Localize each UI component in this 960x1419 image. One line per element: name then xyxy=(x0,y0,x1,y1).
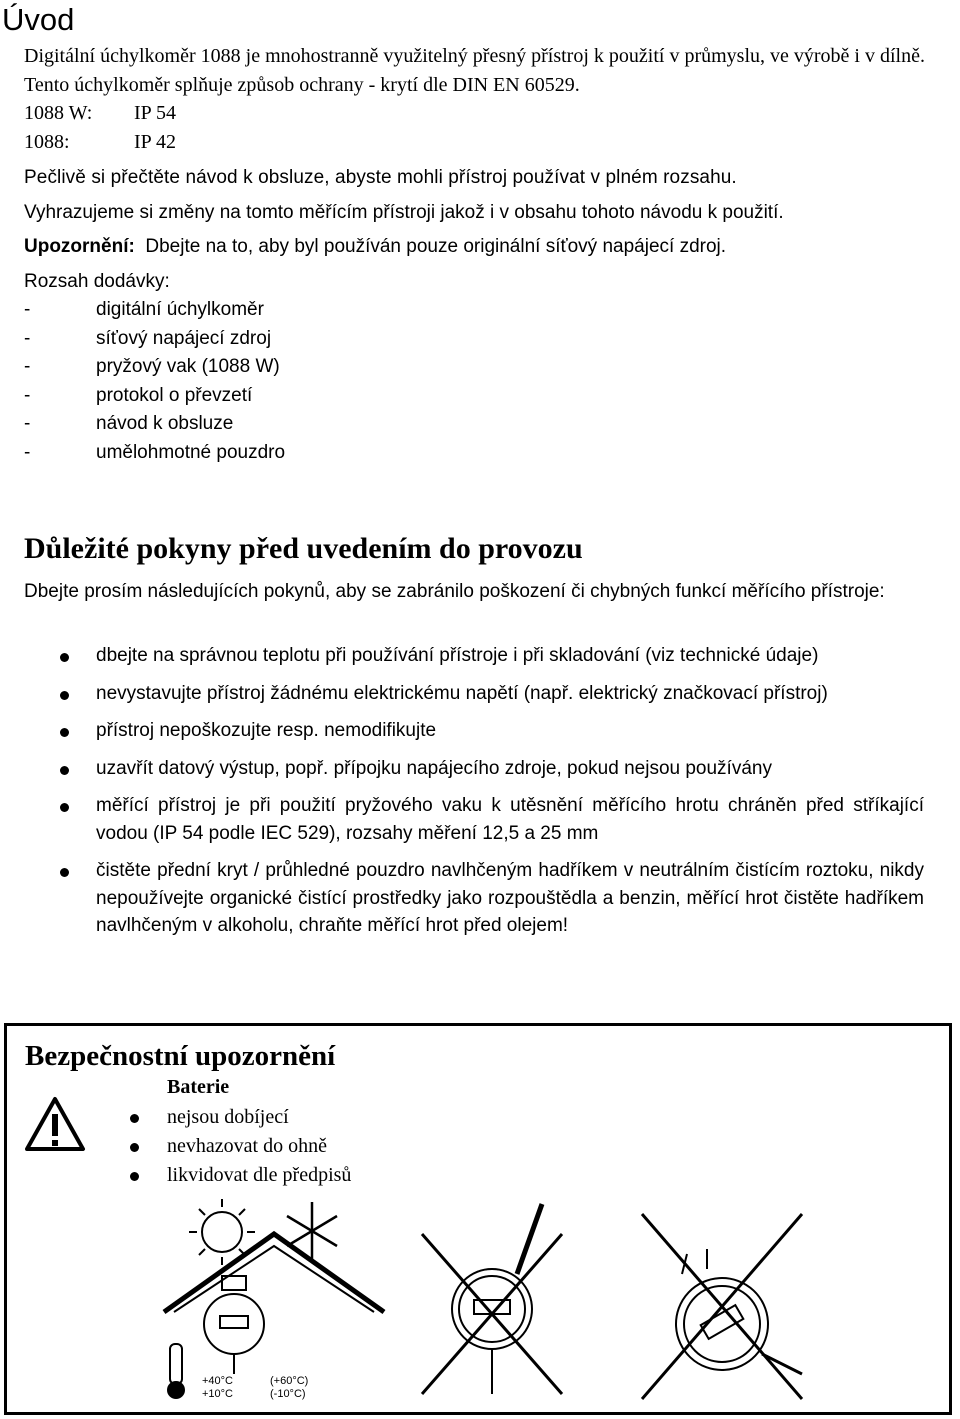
ip-label: 1088 W: xyxy=(24,102,93,124)
ip-value: IP 54 xyxy=(134,102,177,124)
bullet-icon xyxy=(60,653,69,662)
no-voltage-panel xyxy=(422,1204,562,1394)
important-intro: Dbejte prosím následujících pokynů, aby se zabránilo poškození či chybných funkcí měřícího přístroje: xyxy=(24,581,885,602)
no-damage-panel xyxy=(642,1214,802,1399)
temp-label: (-10°C) xyxy=(270,1388,306,1400)
warning-label: Upozornění: xyxy=(24,236,135,257)
bullet-icon xyxy=(60,803,69,812)
section-title-safety: Bezpečnostní upozornění xyxy=(25,1040,336,1072)
list-item: nejsou dobíjecí xyxy=(125,1103,351,1132)
temp-label: +40°C xyxy=(202,1375,234,1387)
safety-box xyxy=(4,1023,952,1415)
section-title-important: Důležité pokyny před uvedením do provozu xyxy=(24,532,583,565)
bullet-icon xyxy=(60,728,69,737)
delivery-list xyxy=(24,296,934,467)
list-item: - návod k obsluze xyxy=(24,413,234,434)
delivery-title: Rozsah dodávky: xyxy=(24,270,170,292)
ip-row-1088 xyxy=(24,128,934,157)
section-title-uvod: Úvod xyxy=(2,2,75,37)
bullet-icon xyxy=(60,868,69,877)
temp-label: (+60°C) xyxy=(270,1375,309,1387)
battery-list xyxy=(125,1103,351,1190)
list-item: - umělohmotné pouzdro xyxy=(24,441,286,463)
list-item: měřící přístroj je při použití pryžového vaku k utěsnění měřícího hrotu chráněn před stříkající vodou (IP 54 podle IEC 529), rozsahy měření 12,5 a 25 mm xyxy=(24,792,924,847)
list-item: - pryžový vak (1088 W) xyxy=(24,356,280,377)
intro-paragraph: Digitální úchylkoměr 1088 je mnohostranně využitelný přesný přístroj k použití v průmyslu, ve výrobě i v dílně. Tento úchylkoměr splňuje způsob ochrany - krytí dle DIN EN 60529. xyxy=(24,45,925,96)
list-item: nevhazovat do ohně xyxy=(125,1132,351,1161)
safety-illustration xyxy=(162,1194,812,1409)
list-item: čistěte přední kryt / průhledné pouzdro navlhčeným hadříkem v neutrálním čistícím roztoku, nikdy nepoužívejte organické čistící prostředky jako rozpouštědla a benzin, měřící hrot čistěte hadříkem navlhčeným v alkoholu, chraňte měřící hrot před olejem! xyxy=(24,857,924,940)
list-item: - digitální úchylkoměr xyxy=(24,299,264,320)
bullet-icon xyxy=(130,1172,139,1181)
ip-row-1088w xyxy=(24,99,934,128)
battery-title: Baterie xyxy=(167,1076,230,1098)
temperature-panel xyxy=(164,1199,384,1398)
warning-text: Dbejte na to, aby byl používán pouze originální síťový napájecí zdroj. xyxy=(145,236,727,257)
list-item: - síťový napájecí zdroj xyxy=(24,327,272,349)
bullet-icon xyxy=(130,1114,139,1123)
list-item: přístroj nepoškozujte resp. nemodifikujte xyxy=(24,717,924,745)
list-item: likvidovat dle předpisů xyxy=(125,1161,351,1190)
list-item: uzavřít datový výstup, popř. přípojku napájecího zdroje, pokud nejsou používány xyxy=(24,755,924,783)
list-item: dbejte na správnou teplotu při používání přístroje i při skladování (viz technické údaje) xyxy=(24,642,924,670)
important-list xyxy=(24,642,924,950)
list-item: - protokol o převzetí xyxy=(24,384,253,406)
intro-section xyxy=(24,42,934,467)
bullet-icon xyxy=(60,766,69,775)
ip-value: IP 42 xyxy=(134,130,177,153)
list-item: nevystavujte přístroj žádnému elektrickému napětí (např. elektrický značkovací přístroj) xyxy=(24,680,924,708)
ip-label: 1088: xyxy=(24,130,70,153)
changes-paragraph: Vyhrazujeme si změny na tomto měřícím přístroji jakož i v obsahu tohoto návodu k použití. xyxy=(24,201,784,223)
warning-triangle-icon xyxy=(24,1096,86,1152)
bullet-icon xyxy=(130,1143,139,1152)
read-manual-paragraph: Pečlivě si přečtěte návod k obsluze, abyste mohli přístroj používat v plném rozsahu. xyxy=(24,167,737,188)
temp-label: +10°C xyxy=(202,1388,234,1400)
warning-paragraph xyxy=(24,233,934,262)
bullet-icon xyxy=(60,691,69,700)
